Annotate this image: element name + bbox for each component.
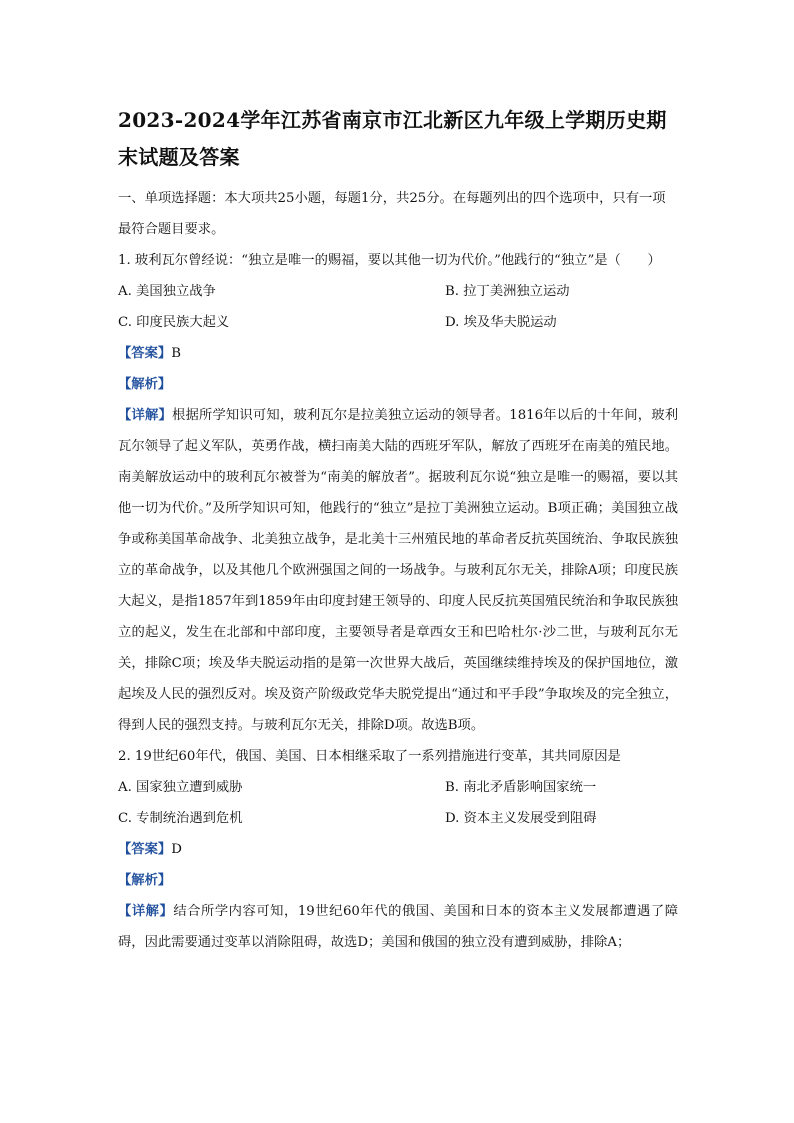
option-d: D. 埃及华夫脱运动 <box>445 315 557 330</box>
question-1 <box>118 245 678 741</box>
answer-line <box>118 834 678 865</box>
options-grid <box>118 276 678 338</box>
analysis-label: 【解析】 <box>118 873 172 888</box>
detail-text: 结合所学内容可知，19世纪60年代的俄国、美国和日本的资本主义发展都遭遇了障碍，因此需要通过变革以消除阻碍，故选D；美国和俄国的独立没有遭到威胁，排除A； <box>118 904 679 950</box>
option-b: B. 南北矛盾影响国家统一 <box>445 780 597 795</box>
question-stem: 1. 玻利瓦尔曾经说：“独立是唯一的赐福，要以其他一切为代价。”他践行的“独立”是（ ） <box>118 253 661 268</box>
document-title: 2023-2024学年江苏省南京市江北新区九年级上学期历史期末试题及答案 <box>118 108 667 169</box>
detail-label: 【详解】 <box>118 408 172 423</box>
option-b: B. 拉丁美洲独立运动 <box>445 284 570 299</box>
option-d: D. 资本主义发展受到阻碍 <box>445 811 597 826</box>
option-c: C. 专制统治遇到危机 <box>118 811 243 826</box>
analysis-label: 【解析】 <box>118 377 172 392</box>
option-a: A. 美国独立战争 <box>118 284 216 299</box>
detail-label: 【详解】 <box>118 904 174 919</box>
analysis-line <box>118 369 678 400</box>
detail-text: 根据所学知识可知，玻利瓦尔是拉美独立运动的领导者。1816年以后的十年间，玻利瓦尔领导了起义军队，英勇作战，横扫南美大陆的西班牙军队，解放了西班牙在南美的殖民地。南美解放运动中的玻利瓦尔被誉为“南美的解放者”。据玻利瓦尔说“独立是唯一的赐福，要以其他一切为代价。”及所学知识可知，他践行的“独立”是拉丁美洲独立运动。B项正确；美国独立战争或称美国革命战争、北美独立战争，是北美十三州殖民地的革命者反抗英国统治、争取民族独立的革命战争，以及其他几个欧洲强国之间的一场战争。与玻利瓦尔无关，排除A项；印度民族大起义，是指1857年到1859年由印度封建王领导的、印度人民反抗英国殖民统治和争取民族独立的起义，发生在北部和中部印度，主要领导者是章西女王和巴哈杜尔·沙二世，与玻利瓦尔无关，排除C项；埃及华夫脱运动指的是第一次世界大战后，英国继续维持埃及的保护国地位，激起埃及人民的强烈反对。埃及资产阶级政党华夫脱党提出“通过和平手段”争取埃及的完全独立，得到人民的强烈支持。与玻利瓦尔无关，排除D项。故选B项。 <box>118 408 678 733</box>
options-grid <box>118 772 678 834</box>
answer-line <box>118 338 678 369</box>
question-stem: 2. 19世纪60年代，俄国、美国、日本相继采取了一系列措施进行变革，其共同原因是 <box>118 749 621 764</box>
detail-paragraph <box>118 400 678 741</box>
answer-value: D <box>171 842 182 857</box>
detail-paragraph <box>118 896 678 958</box>
answer-value: B <box>171 346 181 361</box>
option-a: A. 国家独立遭到威胁 <box>118 780 243 795</box>
answer-label: 【答案】 <box>118 346 172 361</box>
analysis-line <box>118 865 678 896</box>
option-c: C. 印度民族大起义 <box>118 315 230 330</box>
answer-label: 【答案】 <box>118 842 172 857</box>
section-heading: 一、单项选择题：本大项共25小题，每题1分，共25分。在每题列出的四个选项中，只有一项最符合题目要求。 <box>118 191 666 237</box>
question-2 <box>118 741 678 958</box>
document-body <box>118 102 678 958</box>
